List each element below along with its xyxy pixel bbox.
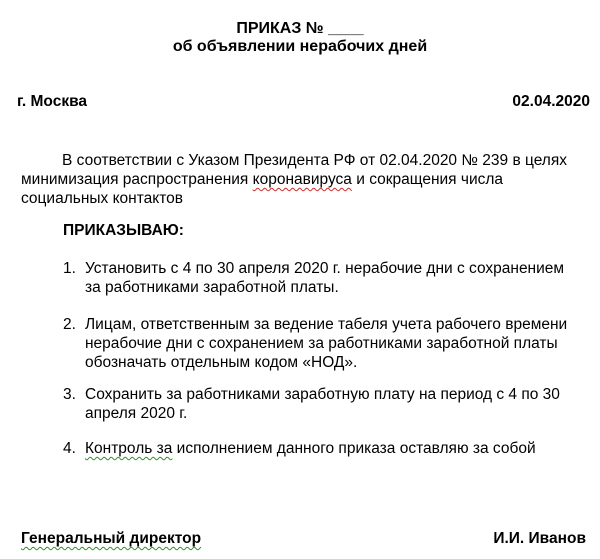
signature-position: Генеральный директор [21, 530, 202, 547]
list-item-text [85, 259, 585, 297]
list-item-line-rest: исполнением данного приказа оставляю за собой [172, 440, 536, 457]
document-subtitle: об объявлении нерабочих дней [172, 38, 428, 55]
spellcheck-marked-word: коронавируса [252, 171, 352, 188]
intro-line-2-end: и сокращения числа [351, 171, 504, 188]
intro-line-2-start: минимизация распространения [21, 171, 253, 188]
list-item-number: 2. [63, 316, 76, 333]
date-label: 02.04.2020 [512, 93, 590, 110]
list-item-line: за работниками заработной платы. [85, 279, 339, 296]
list-item-line: обозначать отдельным кодом «НОД». [85, 354, 358, 371]
grammar-marked-phrase: Контроль за [85, 440, 173, 457]
intro-paragraph [21, 151, 596, 208]
intro-line-3: социальных контактов [21, 190, 183, 207]
document-title: ПРИКАЗ № ____ [236, 20, 364, 37]
list-item-line: Лицам, ответственным за ведение табеля учета рабочего времени [85, 316, 568, 333]
list-item-number: 3. [63, 386, 76, 403]
list-item-number: 4. [63, 440, 76, 457]
signature-name: И.И. Иванов [493, 530, 586, 547]
list-item-number: 1. [63, 260, 76, 277]
list-item-text [85, 385, 585, 423]
list-item-line: апреля 2020 г. [85, 405, 188, 422]
intro-line-1: В соответствии с Указом Президента РФ от 02.04.2020 № 239 в целях [62, 152, 567, 169]
list-item-line: Установить с 4 по 30 апреля 2020 г. нерабочие дни с сохранением [85, 260, 565, 277]
order-heading: ПРИКАЗЫВАЮ: [63, 222, 184, 239]
list-item-line: нерабочие дни с сохранением за работниками заработной платы [85, 335, 558, 352]
list-item-line [85, 439, 585, 458]
list-item-text [85, 439, 585, 458]
list-item-text [85, 315, 585, 372]
list-item-line: Сохранить за работниками заработную плату на период с 4 по 30 [85, 386, 560, 403]
city-label: г. Москва [17, 93, 88, 110]
intro-line-2 [21, 170, 596, 189]
